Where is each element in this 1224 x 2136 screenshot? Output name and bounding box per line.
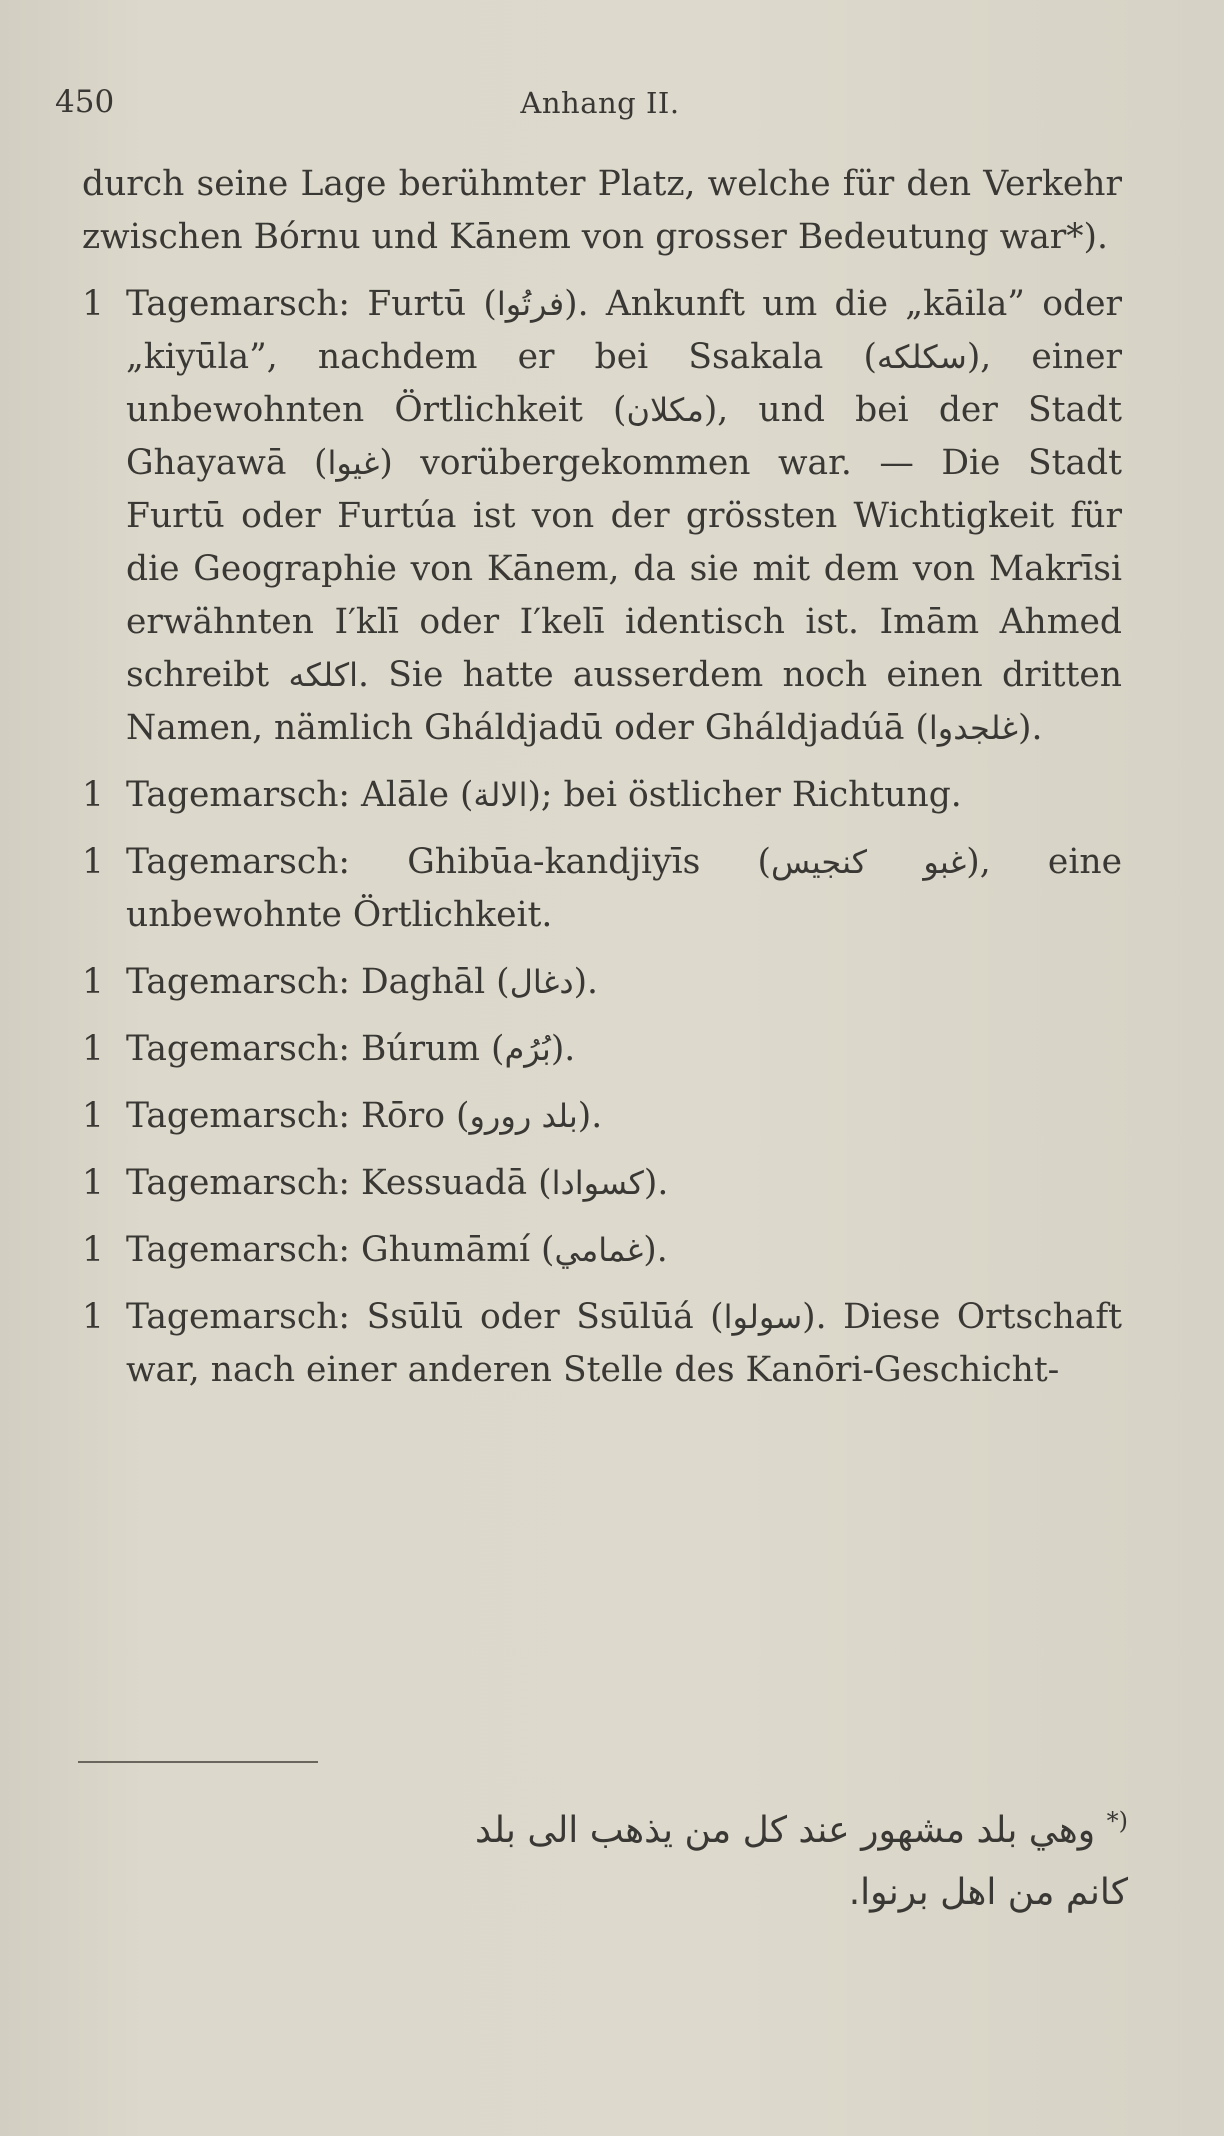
itinerary-entry-ghumami [82,1224,1122,1277]
entry-text: Tagemarsch: Rōro ( [126,1096,470,1136]
entry-text: Tagemarsch: Daghāl ( [126,962,510,1002]
entry-text: ). [643,1163,669,1203]
arabic-name: مكلان [626,391,704,429]
entry-number: 1 [82,1297,104,1337]
entry-text: Tagemarsch: Furtū ( [126,284,497,324]
entry-text: ); bei östlicher Richtung. [527,775,962,815]
arabic-name: دغال [509,963,574,1001]
footnote-divider [78,1761,318,1763]
itinerary-entry-daghal [82,956,1122,1009]
intro-paragraph: durch seine Lage berühmter Platz, welche für den Verkehr zwischen Bórnu und Kānem von grosser Bedeutung war*). [82,164,1122,257]
itinerary-entry-ssulu [82,1291,1122,1397]
entry-text: Tagemarsch: Ssūlū oder Ssūlūá ( [126,1297,724,1337]
entry-number: 1 [82,962,104,1002]
entry-text: Tagemarsch: Búrum ( [126,1029,505,1069]
footnote-mark: *) [1106,1807,1128,1835]
entry-text: ). Ankunft um die „kāila” oder „kiyūla”, nachdem er bei Ssakala ( [126,284,1122,377]
arabic-name: اكلكه [288,656,358,694]
entry-text: Tagemarsch: Alāle ( [126,775,474,815]
entry-number: 1 [82,775,104,815]
entry-text: . Sie hatte ausserdem noch einen dritten Namen, nämlich Gháldjadū oder Gháldjadúā ( [126,655,1122,748]
entry-text: ). [643,1230,668,1270]
arabic-name: كسوادا [551,1164,644,1202]
arabic-name: فرتُوا [496,285,565,323]
itinerary-entry-alale [82,769,1122,822]
entry-text: ), und bei der Stadt Ghayawā ( [126,390,1122,483]
entry-number: 1 [82,284,104,324]
entry-text: ). [1018,708,1043,748]
entry-number: 1 [82,842,104,882]
entry-number: 1 [82,1163,104,1203]
arabic-name: سكلكه [876,338,967,376]
itinerary-entry-ghibua [82,836,1122,942]
entry-text: ). Diese Ortschaft war, nach einer anderen Stelle des Kanōri-Geschicht- [126,1297,1122,1390]
running-title: Anhang II. [520,86,680,120]
arabic-name: غمامي [554,1231,644,1269]
entry-number: 1 [82,1096,104,1136]
page-number: 450 [55,84,115,120]
entry-text: ), einer unbewohnten Örtlichkeit ( [126,337,1122,430]
arabic-name: غلجدوا [928,709,1019,747]
footnote-line [78,1790,1128,1862]
footnote-arabic-text: وهي بلد مشهور عند كل من يذهب الى بلد [475,1810,1096,1851]
itinerary-entry-burum [82,1023,1122,1076]
itinerary-entry-furtu [82,278,1122,755]
itinerary-entry-roro [82,1090,1122,1143]
entry-text: ). [577,1096,603,1136]
entry-text: ), eine unbewohnte Örtlichkeit. [126,842,1122,935]
arabic-name: بلد رورو [469,1097,578,1135]
footnote-arabic-text: كانم من اهل برنوا. [848,1872,1128,1913]
entry-number: 1 [82,1230,104,1270]
arabic-name: غبو كنجيس [770,843,967,881]
entry-text: Tagemarsch: Ghibūa-kandjiyīs ( [126,842,771,882]
arabic-name: الالة [473,776,528,814]
entry-text: Tagemarsch: Ghumāmí ( [126,1230,555,1270]
entry-text: ). [573,962,598,1002]
entry-text: ) vorübergekommen war. — Die Stadt Furtū oder Furtúa ist von der grössten Wichtigkeit für die Geographie von Kānem, da sie mit dem von Makrīsi erwähnten I′klī oder I′kelī identisch ist. Imām Ahmed schreibt [126,443,1122,695]
arabic-name: بُرُم [504,1030,551,1068]
itinerary-entry-kessuada [82,1157,1122,1210]
main-text [82,158,1122,1397]
footnote-line [78,1862,1128,1924]
footnote [78,1790,1128,1924]
entry-text: ). [550,1029,576,1069]
entry-text: Tagemarsch: Kessuadā ( [126,1163,552,1203]
page-header [55,84,1145,124]
arabic-name: غيوا [327,444,380,482]
entry-number: 1 [82,1029,104,1069]
arabic-name: سولوا [723,1298,803,1336]
